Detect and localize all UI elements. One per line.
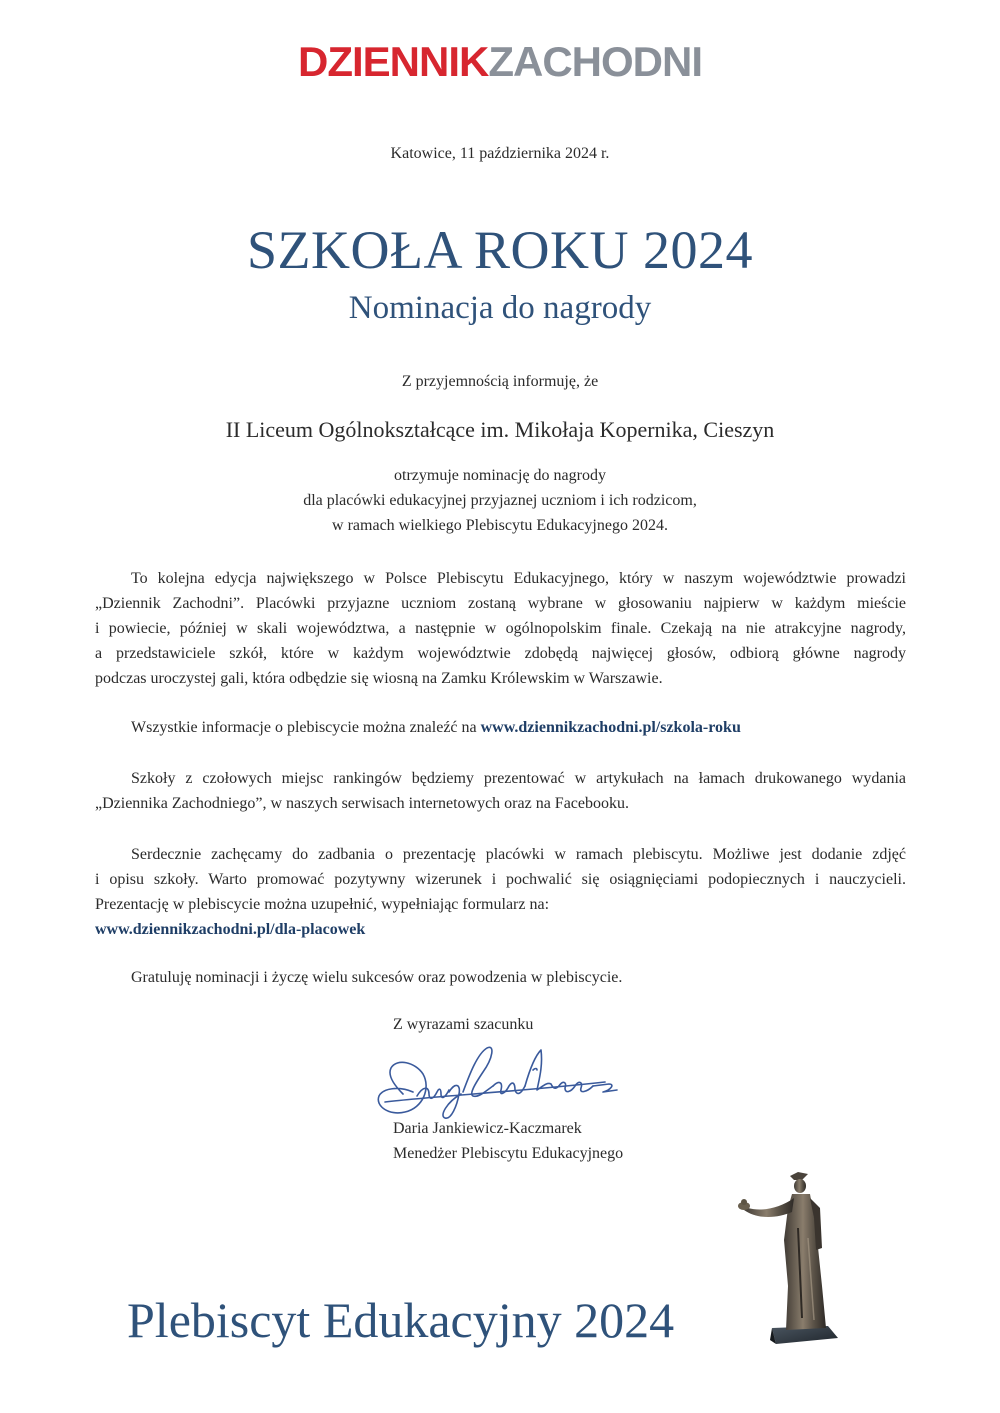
signer-block xyxy=(393,1116,623,1166)
paragraph-congratulations xyxy=(95,965,906,990)
paragraph-presentation xyxy=(95,842,906,942)
statue-icon xyxy=(728,1168,843,1346)
intro-text: Z przyjemnością informuję, że xyxy=(401,373,599,390)
dziennik-zachodni-logo xyxy=(0,40,1000,84)
letter-subtitle: Nominacja do nagrody xyxy=(348,290,652,326)
school-name: II Liceum Ogólnokształcące im. Mikołaja Kopernika, Cieszyn xyxy=(225,417,775,442)
footer-title: Plebiscyt Edukacyjny 2024 xyxy=(127,1292,675,1348)
paragraph-line: i powiecie, później w skali województwa, a następnie w ogólnopolskim finale. Czekają na nie atrakcyjne nagrody, xyxy=(95,620,906,637)
paragraph-line: Gratuluję nominacji i życzę wielu sukcesów oraz powodzenia w plebiscycie. xyxy=(131,969,623,986)
letter-date: Katowice, 11 października 2024 r. xyxy=(390,145,610,162)
paragraph-text: Wszystkie informacje o plebiscycie można znaleźć na xyxy=(131,719,481,736)
nomination-text xyxy=(0,463,1000,538)
nomination-line: w ramach wielkiego Plebiscytu Edukacyjnego 2024. xyxy=(332,517,668,534)
paragraph-line: „Dziennika Zachodniego”, w naszych serwisach internetowych oraz na Facebooku. xyxy=(95,795,630,812)
logo-part-zachodni: ZACHODNI xyxy=(488,38,702,85)
paragraph-line: podczas uroczystej gali, która odbędzie się wiosną na Zamku Królewskim w Warszawie. xyxy=(95,670,663,687)
paragraph-line: Serdecznie zachęcamy do zadbania o prezentację placówki w ramach plebiscytu. Możliwe jest dodanie zdjęć xyxy=(131,846,906,863)
paragraph-line: i opisu szkoły. Warto promować pozytywny wizerunek i pochwalić się osiągnięciami podopiecznych i nauczycieli. xyxy=(95,871,906,888)
regards-text: Z wyrazami szacunku xyxy=(393,1016,534,1033)
handwritten-signature xyxy=(365,1036,640,1126)
nomination-line: otrzymuje nominację do nagrody xyxy=(394,467,606,484)
signer-name: Daria Jankiewicz-Kaczmarek xyxy=(393,1120,582,1137)
paragraph-line: To kolejna edycja największego w Polsce Plebiscytu Edukacyjnego, który w naszym województwie prowadzi xyxy=(131,570,906,587)
paragraph-line: „Dziennik Zachodni”. Placówki przyjazne uczniom zostaną wybrane w głosowaniu najpierw w każdym mieście xyxy=(95,595,906,612)
nomination-line: dla placówki edukacyjnej przyjaznej uczniom i ich rodzicom, xyxy=(303,492,697,509)
szkola-roku-link[interactable]: www.dziennikzachodni.pl/szkola-roku xyxy=(480,719,741,736)
paragraph-line: a przedstawiciele szkół, które w każdym województwie zdobędą najwięcej głosów, odbiorą główne nagrody xyxy=(95,645,906,662)
signer-role: Menedżer Plebiscytu Edukacyjnego xyxy=(393,1145,624,1162)
letter-title: SZKOŁA ROKU 2024 xyxy=(246,220,754,280)
paragraph-line: Szkoły z czołowych miejsc rankingów będziemy prezentować w artykułach na łamach drukowanego wydania xyxy=(131,770,906,787)
paragraph-rankings xyxy=(95,766,906,816)
dla-placowek-link[interactable]: www.dziennikzachodni.pl/dla-placowek xyxy=(95,921,366,938)
logo-part-dziennik: DZIENNIK xyxy=(298,38,489,85)
paragraph-info-link xyxy=(95,715,906,740)
paragraph-line: Prezentację w plebiscycie można uzupełnić, wypełniając formularz na: xyxy=(95,896,550,913)
paragraph-plebiscite-description xyxy=(95,566,906,691)
